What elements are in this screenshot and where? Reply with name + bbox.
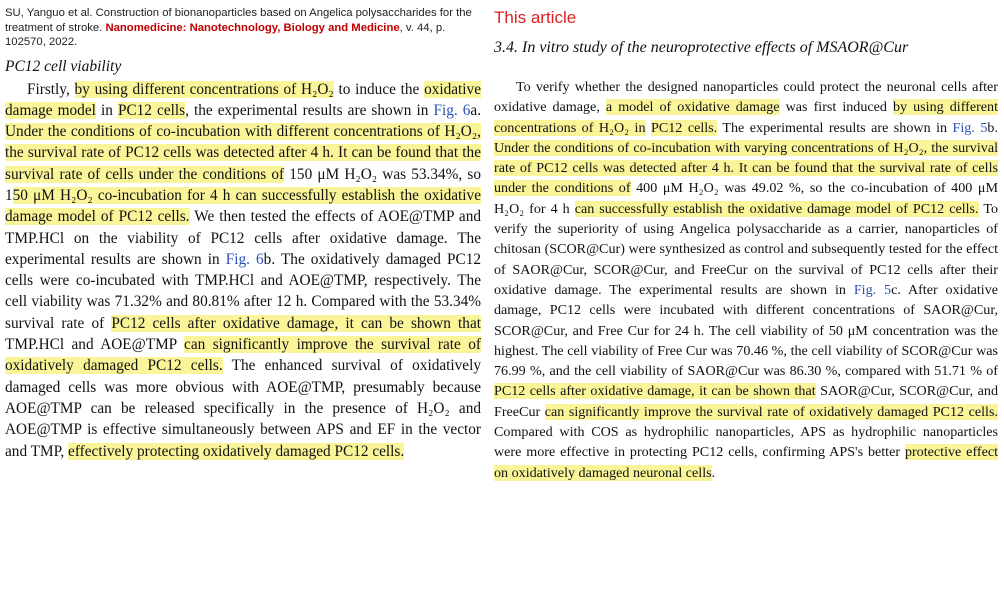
text-segment: to induce the [333, 80, 425, 98]
this-article-label: This article [494, 8, 577, 27]
text-segment: To verify whether the designed nanoparticles could protect the neuronal cells after oxidative damage, [494, 79, 998, 116]
reference-journal: Nanomedicine: Nanotechnology, Biology and Medicine [105, 21, 400, 34]
highlighted-text: oxidative damage model [5, 80, 481, 119]
this-section-title: 3.4. In vitro study of the neuroprotective effects of MSAOR@Cur [494, 39, 909, 56]
highlighted-text: 50 μM H₂O₂ co-incubation for 4 h can successfully establish the oxidative damage model of PC12 cells. [5, 186, 481, 226]
text-segment: We then tested the effects of AOE@TMP and TMP.HCl on the viability of PC12 cells after oxidative damage. The experimental results are shown in [5, 208, 481, 268]
figure-reference-link: Fig. 5 [952, 119, 988, 136]
text-segment: SAOR@Cur, SCOR@Cur, and FreeCur [494, 383, 998, 420]
text-segment: b. The oxidatively damaged PC12 cells were co-incubated with TMP.HCl and AOE@TMP, respectively. The cell viability was 71.32% and 80.81% after 12 h. Compared with the 53.34% survival rate of [5, 250, 482, 332]
text-segment: The enhanced survival of oxidatively damaged cells was more obvious with AOE@TMP, presumably because AOE@TMP can be released specifically in the presence of H₂O₂ and AOE@TMP is effective simultaneously between APS and EF in the vector and TMP, [5, 357, 481, 460]
text-segment: The experimental results are shown in [717, 119, 953, 136]
reference-authors-title: SU, Yanguo et al. Construction of bionanoparticles based on Angelica polysaccharides for the treatment of stroke. [5, 7, 472, 34]
highlighted-text: PC12 cells after oxidative damage, it can be shown that [111, 314, 481, 332]
highlighted-text: Under the conditions of co-incubation with different concentrations of H₂O₂, the survival rate of PC12 cells was detected after 4 h. It can be found that the survival rate of cells under the conditions of [5, 123, 481, 183]
text-segment: Compared with COS as hydrophilic nanoparticles, APS as hydrophilic nanoparticles were more effective in protecting PC12 cells, confirming APS's better [494, 424, 998, 461]
reference-citation [5, 6, 481, 50]
text-segment: in [95, 101, 118, 119]
figure-reference-link: Fig. 5 [853, 281, 892, 298]
highlighted-text: Under the conditions of co-incubation with varying concentrations of H₂O₂, the survival rate of PC12 cells was detected after 4 h. It can be found that the survival rate of cells under the conditions of [494, 139, 998, 197]
text-segment: b. [987, 119, 998, 136]
highlighted-text: can significantly improve the survival rate of oxidatively damaged PC12 cells. [544, 403, 998, 420]
text-segment: c. After oxidative damage, PC12 cells were incubated with different concentrations of SAOR@Cur, SCOR@Cur, and Free Cur for 24 h. The cell viability of 50 μM concentration was the highest. The cell viability of Free Cur was 70.46 %, the cell viability of SCOR@Cur was 76.99 %, and the cell viability of SAOR@Cur was 86.30 %, compared with 51.71 % of [494, 281, 998, 380]
highlighted-text: PC12 cells. [651, 119, 718, 136]
text-segment: To verify the superiority of using Angelica polysaccharide as a carrier, nanoparticles of chitosan (SCOR@Cur) were synthesized as control and subsequently tested for the effect of SAOR@Cur, SCOR@Cur, and FreeCur on the survival of PC12 cells after their oxidative damage. The experimental results are shown in [494, 200, 998, 298]
highlighted-text: PC12 cells [117, 101, 186, 119]
source-paragraph [5, 79, 481, 462]
highlighted-text: protective effect on oxidatively damaged neuronal cells [494, 444, 998, 481]
highlighted-text: can significantly improve the survival rate of oxidatively damaged PC12 cells. [5, 336, 481, 375]
text-segment: . [711, 464, 716, 481]
text-segment: Firstly, [27, 80, 75, 98]
this-article-column [494, 0, 998, 483]
highlighted-text: effectively protecting oxidatively damaged PC12 cells. [68, 442, 405, 460]
source-section-title: PC12 cell viability [5, 57, 122, 75]
figure-reference-link: Fig. 6 [433, 101, 471, 119]
highlighted-text: can successfully establish the oxidative damage model of PC12 cells. [574, 200, 979, 217]
this-paragraph [494, 77, 998, 483]
text-segment: , the experimental results are shown in [185, 101, 434, 119]
source-article-column [5, 0, 481, 462]
highlighted-text: a model of oxidative damage [605, 99, 780, 116]
highlighted-text: PC12 cells after oxidative damage, it can be shown that [494, 383, 816, 400]
text-segment: was first induced [779, 99, 893, 116]
figure-reference-link: Fig. 6 [225, 250, 264, 268]
text-segment: 150 μM H₂O₂ was 53.34%, so 1 [5, 165, 481, 204]
text-segment: TMP.HCl and AOE@TMP [5, 336, 185, 354]
highlighted-text: by using different concentrations of H₂O₂ in [494, 99, 998, 136]
reference-volume: , v. 44, p. 102570, 2022. [5, 21, 446, 48]
text-segment: 400 μM H₂O₂ was 49.02 %, so the co-incubation of 400 μM H₂O₂ for 4 h [494, 180, 998, 217]
text-segment: a. [470, 101, 482, 119]
highlighted-text: by using different concentrations of H₂O₂ [74, 80, 334, 98]
